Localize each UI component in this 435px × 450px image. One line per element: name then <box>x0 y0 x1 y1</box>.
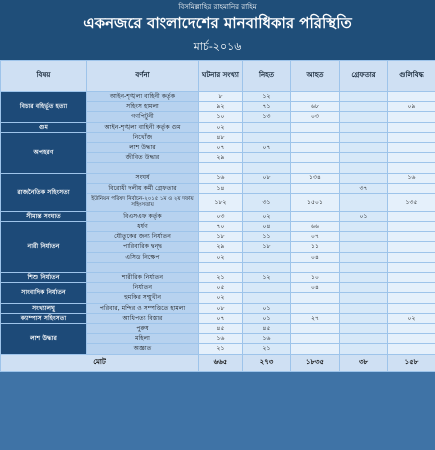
row-killed <box>243 183 291 193</box>
row-events: ২১ <box>199 273 243 283</box>
row-category: লাশ উদ্ধার <box>1 323 87 354</box>
total-row <box>1 354 435 371</box>
row-injured <box>291 183 340 193</box>
row-arrested <box>340 132 388 142</box>
total-killed: ২৭৩ <box>243 354 291 371</box>
row-shot <box>388 232 435 242</box>
row-category: শিশু নির্যাতন <box>1 273 87 283</box>
row-category: গুম <box>1 122 87 132</box>
row-shot <box>388 242 435 252</box>
row-arrested <box>340 193 388 211</box>
row-category: ক্যাম্পাস সহিংসতা <box>1 313 87 323</box>
row-injured: ০৭ <box>291 232 340 242</box>
report-title: একনজরে বাংলাদেশের মানবাধিকার পরিস্থিতি <box>83 14 352 32</box>
table-row <box>1 122 435 132</box>
report-period: মার্চ-২০১৬ <box>193 40 242 53</box>
row-events: ১৬ <box>199 334 243 344</box>
row-killed <box>243 283 291 293</box>
row-arrested <box>340 262 388 272</box>
row-injured <box>291 211 340 221</box>
row-description: পারিবারিক দ্বন্দ্ব <box>87 242 199 252</box>
row-injured <box>291 92 340 102</box>
total-label: মোট <box>1 354 199 371</box>
row-description: পুরুষ <box>87 323 199 333</box>
row-shot <box>388 153 435 163</box>
row-killed <box>243 262 291 272</box>
row-killed <box>243 122 291 132</box>
row-arrested: ৩৭ <box>340 183 388 193</box>
row-arrested <box>340 252 388 262</box>
row-shot <box>388 262 435 272</box>
row-events: ০৭ <box>199 313 243 323</box>
row-killed: ৪৫ <box>243 323 291 333</box>
row-arrested <box>340 323 388 333</box>
row-injured: ০৪ <box>291 252 340 262</box>
row-injured <box>291 153 340 163</box>
row-events: ০৮ <box>199 303 243 313</box>
row-category: রাজনৈতিক সহিংসতা <box>1 173 87 211</box>
row-category: সংখ্যালঘু <box>1 303 87 313</box>
row-arrested <box>340 173 388 183</box>
row-category: নারী নির্যাতন <box>1 222 87 273</box>
row-arrested <box>340 293 388 303</box>
row-events: ০২ <box>199 293 243 303</box>
row-killed: ১৮ <box>243 242 291 252</box>
row-description: লাশ উদ্ধার <box>87 142 199 152</box>
col-header-description: বর্ণনা <box>87 61 199 92</box>
table-row <box>1 92 435 102</box>
row-events: ২৯ <box>199 242 243 252</box>
row-shot <box>388 112 435 122</box>
row-killed <box>243 132 291 142</box>
row-description: ইউনিয়ন পরিষদ নির্বাচন-২০১৫ ১ম ও ২য় দফায় সহিংসতায় <box>87 193 199 211</box>
row-killed <box>243 293 291 303</box>
row-arrested <box>340 344 388 354</box>
row-events: ০২ <box>199 252 243 262</box>
row-killed: ১৬ <box>243 334 291 344</box>
row-shot <box>388 142 435 152</box>
row-killed: ১৩ <box>243 112 291 122</box>
row-shot <box>388 222 435 232</box>
row-injured <box>291 293 340 303</box>
row-shot <box>388 344 435 354</box>
row-events: ৭০ <box>199 222 243 232</box>
total-events: ৬৬৫ <box>199 354 243 371</box>
row-description: অজ্ঞাত <box>87 344 199 354</box>
col-header-shot: গুলিবিদ্ধ <box>388 61 435 92</box>
col-header-injured: আহত <box>291 61 340 92</box>
row-events: ১০ <box>199 112 243 122</box>
row-arrested <box>340 273 388 283</box>
row-shot <box>388 334 435 344</box>
row-shot: ১৩৫ <box>388 193 435 211</box>
row-description: শারীরিক নির্যাতন <box>87 273 199 283</box>
table-header-row <box>1 61 435 92</box>
total-arrested: ৩৮ <box>340 354 388 371</box>
row-category: সীমান্ত সংঘাত <box>1 211 87 221</box>
row-events: ০৫ <box>199 283 243 293</box>
row-killed: ৭১ <box>243 102 291 112</box>
row-shot <box>388 273 435 283</box>
row-killed <box>243 252 291 262</box>
row-injured <box>291 323 340 333</box>
row-description: নির্যাতন <box>87 283 199 293</box>
row-description: মহিলা <box>87 334 199 344</box>
row-description: নিখোঁজ <box>87 132 199 142</box>
row-shot <box>388 293 435 303</box>
row-arrested <box>340 232 388 242</box>
row-arrested <box>340 334 388 344</box>
row-events: ৯২ <box>199 102 243 112</box>
row-description: গণপিটুনী <box>87 112 199 122</box>
row-killed: ১২ <box>243 273 291 283</box>
row-events: ২১ <box>199 344 243 354</box>
row-killed: ২১ <box>243 344 291 354</box>
table-row <box>1 323 435 333</box>
row-description: সহিংস হামলা <box>87 102 199 112</box>
row-description: আইন-শৃঙ্খলা বাহিনী কর্তৃক গুম <box>87 122 199 132</box>
table-row <box>1 132 435 142</box>
row-killed: ০৪ <box>243 222 291 232</box>
bismillah-text: বিসমিল্লাহির রাহমানির রাহিম <box>178 3 257 11</box>
row-category: সাংবাদিক নির্যাতন <box>1 283 87 303</box>
row-killed: ৩১ <box>243 193 291 211</box>
table-row <box>1 211 435 221</box>
row-description: বিএসএফ কর্তৃক <box>87 211 199 221</box>
row-arrested <box>340 122 388 132</box>
row-events: ৪৫ <box>199 323 243 333</box>
row-killed: ০২ <box>243 211 291 221</box>
row-events: ০৩ <box>199 211 243 221</box>
row-injured: ১৫০১ <box>291 193 340 211</box>
row-killed: ১২ <box>243 92 291 102</box>
row-description: যৌতুকের জন্য নির্যাতন <box>87 232 199 242</box>
table-row <box>1 283 435 293</box>
row-events: ১৬ <box>199 173 243 183</box>
row-events: ১৮ <box>199 232 243 242</box>
row-shot <box>388 252 435 262</box>
row-description: আধিপত্য বিস্তার <box>87 313 199 323</box>
table-body <box>1 92 435 355</box>
table-row <box>1 222 435 232</box>
row-injured <box>291 334 340 344</box>
row-description: ধর্ষণ <box>87 222 199 232</box>
row-shot <box>388 183 435 193</box>
row-description: এসিড নিক্ষেপ <box>87 252 199 262</box>
row-shot <box>388 211 435 221</box>
row-shot: ০২ <box>388 313 435 323</box>
row-killed: ০৭ <box>243 142 291 152</box>
row-description: পরিবার, মন্দির ও সম্পত্তিতে হামলা <box>87 303 199 313</box>
row-events <box>199 262 243 272</box>
row-injured <box>291 303 340 313</box>
row-events: ৪৮ <box>199 132 243 142</box>
row-shot <box>388 323 435 333</box>
table-row <box>1 173 435 183</box>
col-header-events: ঘটনার সংখ্যা <box>199 61 243 92</box>
row-arrested <box>340 222 388 232</box>
row-events: ১৪ <box>199 183 243 193</box>
col-header-killed: নিহত <box>243 61 291 92</box>
row-killed: ১১ <box>243 232 291 242</box>
row-arrested <box>340 283 388 293</box>
row-injured: ১০ <box>291 273 340 283</box>
row-arrested <box>340 153 388 163</box>
row-arrested: ০১ <box>340 211 388 221</box>
row-injured <box>291 132 340 142</box>
table-row <box>1 313 435 323</box>
col-header-arrested: গ্রেফতার <box>340 61 388 92</box>
row-events <box>199 163 243 173</box>
row-events: ২৯ <box>199 153 243 163</box>
row-arrested <box>340 303 388 313</box>
row-description: জীবিত উদ্ধার <box>87 153 199 163</box>
row-injured: ৬৮ <box>291 102 340 112</box>
row-shot: ১৬ <box>388 173 435 183</box>
row-shot <box>388 163 435 173</box>
row-description <box>87 163 199 173</box>
total-injured: ১৮৩৫ <box>291 354 340 371</box>
row-injured: ০৪ <box>291 283 340 293</box>
row-arrested <box>340 163 388 173</box>
row-events: ৮ <box>199 92 243 102</box>
row-injured: ২৭ <box>291 313 340 323</box>
row-description: বিরোধী দলীয় কর্মী গ্রেফতার <box>87 183 199 193</box>
row-shot: ০৯ <box>388 102 435 112</box>
row-injured: ১১ <box>291 242 340 252</box>
row-killed: ০৮ <box>243 173 291 183</box>
row-injured: ০৩ <box>291 112 340 122</box>
row-shot <box>388 283 435 293</box>
row-description: সংঘর্ষ <box>87 173 199 183</box>
row-killed <box>243 153 291 163</box>
row-shot <box>388 122 435 132</box>
row-shot <box>388 132 435 142</box>
row-injured: ১৩৪ <box>291 173 340 183</box>
row-description: হুমকির সম্মুখীন <box>87 293 199 303</box>
report-header <box>0 0 435 60</box>
row-injured: ৬৬ <box>291 222 340 232</box>
row-injured <box>291 344 340 354</box>
row-injured <box>291 122 340 132</box>
row-arrested <box>340 313 388 323</box>
row-injured <box>291 262 340 272</box>
table-row <box>1 303 435 313</box>
row-category: অপহরণ <box>1 132 87 173</box>
total-shot: ১৫৮ <box>388 354 435 371</box>
table-row <box>1 273 435 283</box>
row-arrested <box>340 112 388 122</box>
row-shot <box>388 92 435 102</box>
row-description <box>87 262 199 272</box>
row-events: ০২ <box>199 122 243 132</box>
row-category: বিচার বহির্ভূত হত্যা <box>1 92 87 123</box>
row-events: ১৮২ <box>199 193 243 211</box>
row-killed: ০১ <box>243 313 291 323</box>
col-header-subject: বিষয় <box>1 61 87 92</box>
table-container <box>0 60 435 450</box>
row-description: আইন-শৃঙ্খলা বাহিনী কর্তৃক <box>87 92 199 102</box>
row-killed: ০১ <box>243 303 291 313</box>
row-shot <box>388 303 435 313</box>
row-arrested <box>340 102 388 112</box>
row-injured <box>291 163 340 173</box>
row-killed <box>243 163 291 173</box>
row-events: ০৭ <box>199 142 243 152</box>
row-arrested <box>340 142 388 152</box>
row-arrested <box>340 92 388 102</box>
row-arrested <box>340 242 388 252</box>
row-injured <box>291 142 340 152</box>
human-rights-table <box>0 60 435 372</box>
